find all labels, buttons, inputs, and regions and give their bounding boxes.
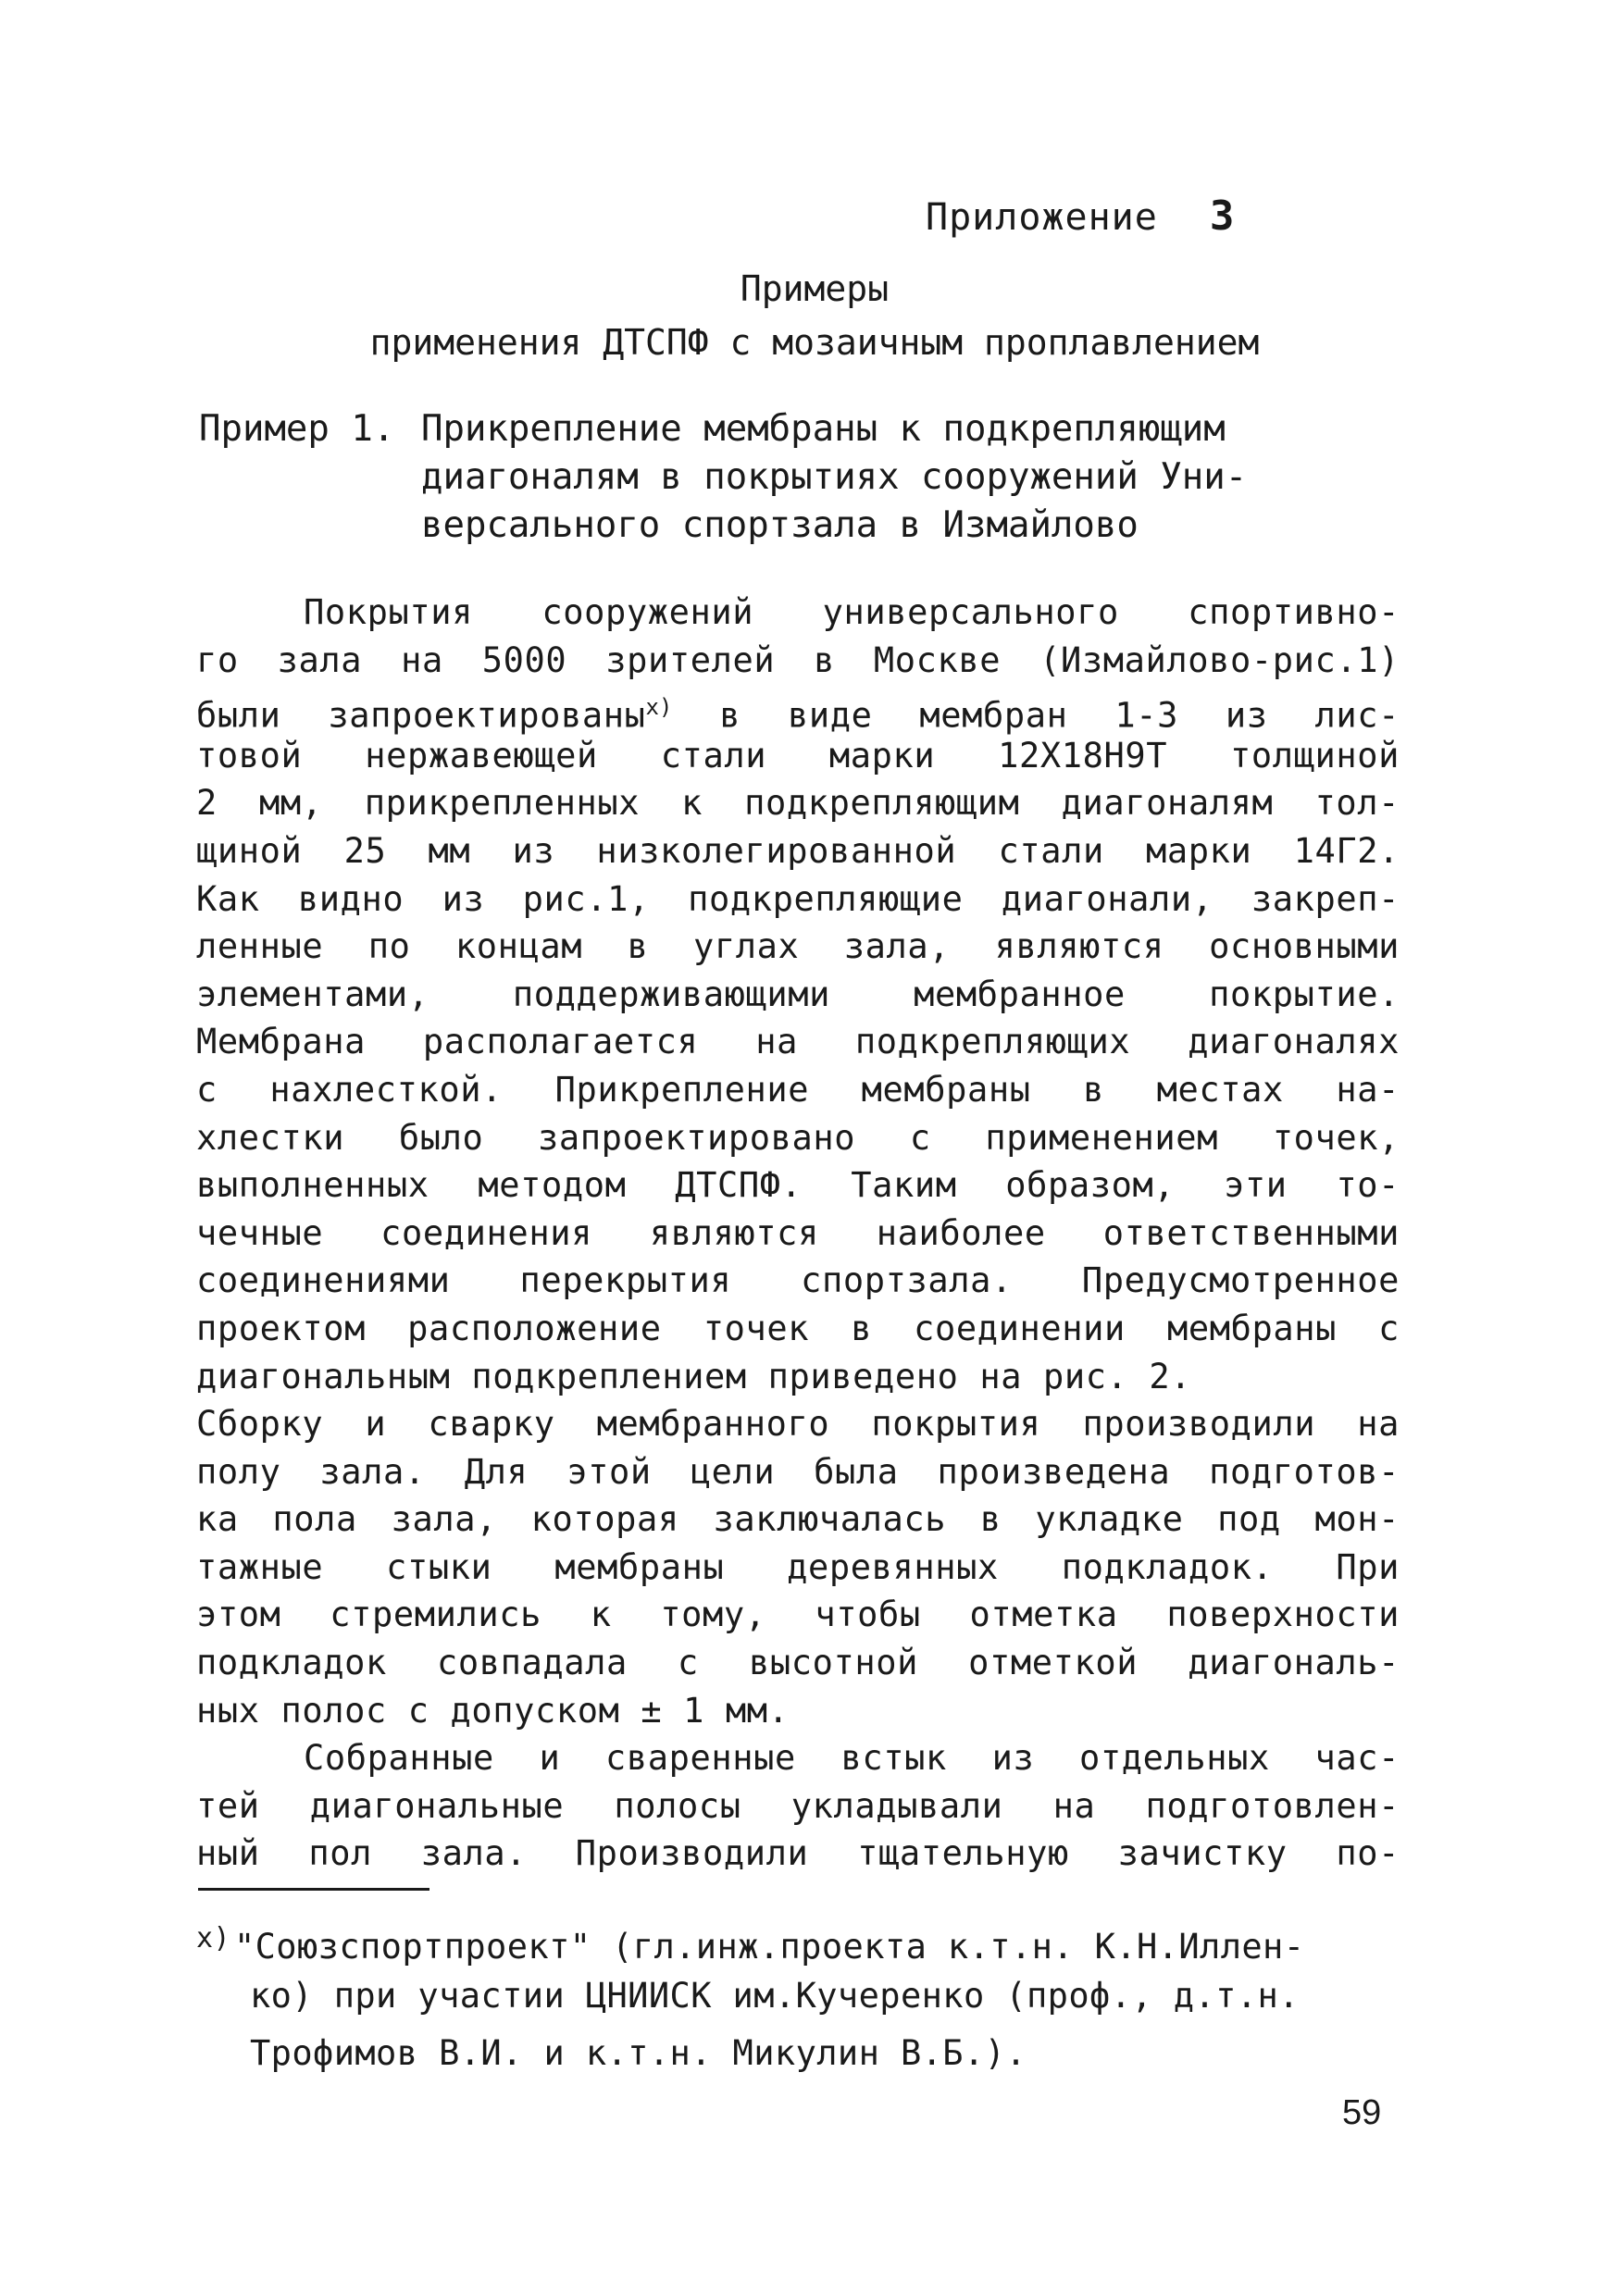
text-line: соединениями перекрытия спортзала. Предусмотренное <box>196 1260 1400 1301</box>
text-line: проектом расположение точек в соединении мембраны с <box>196 1308 1400 1348</box>
footnote-mark: x) <box>196 1922 230 1955</box>
text-line: щиной 25 мм из низколегированной стали марки 14Г2. <box>196 830 1400 871</box>
example-title-line: версального спортзала в Измайлово <box>421 504 1139 546</box>
text-fragment: были запроектированы <box>196 695 646 736</box>
text-line: элементами, поддерживающими мембранное покрытие. <box>196 974 1400 1014</box>
text-line <box>196 684 1400 736</box>
text-line: ленные по концам в углах зала, являются основными <box>196 926 1400 967</box>
text-line: Как видно из рис.1, подкрепляющие диагонали, закреп- <box>196 878 1400 919</box>
text-line: тажные стыки мембраны деревянных подкладок. При <box>196 1546 1400 1587</box>
appendix-header <box>926 192 1235 240</box>
example-title-line: Прикрепление мембраны к подкрепляющим <box>421 408 1226 450</box>
footnote-line <box>196 1910 1400 1967</box>
text-line: товой нержавеющей стали марки 12Х18Н9Т толщиной <box>196 735 1400 776</box>
text-line: чечные соединения являются наиболее ответственными <box>196 1212 1400 1253</box>
example-title <box>421 405 1247 550</box>
example-label: Пример 1. <box>199 408 395 450</box>
text-line: хлестки было запроектировано с применением точек, <box>196 1117 1400 1158</box>
text-line: ный пол зала. Производили тщательную зачистку по- <box>196 1833 1400 1874</box>
footnote-divider <box>198 1888 429 1891</box>
text-line: Мембрана располагается на подкрепляющих диагоналях <box>196 1022 1400 1062</box>
footnote-line: ко) при участии ЦНИИСК им.Кучеренко (проф., д.т.н. <box>250 1976 1300 2016</box>
page-number: 59 <box>1342 2093 1382 2132</box>
text-line: го зала на 5000 зрителей в Москве (Измайлово-рис.1) <box>196 639 1400 680</box>
text-line: ка пола зала, которая заключалась в укладке под мон- <box>196 1499 1400 1540</box>
text-line: с нахлесткой. Прикрепление мембраны в местах на- <box>196 1069 1400 1110</box>
text-line: этом стремились к тому, чтобы отметка поверхности <box>196 1595 1400 1635</box>
text-line: подкладок совпадала с высотной отметкой диагональ- <box>196 1643 1400 1683</box>
text-line: ных полос с допуском ± 1 мм. <box>196 1690 790 1731</box>
footnote-text: "Союзспортпроект" (гл.инж.проекта к.т.н. К.Н.Иллен- <box>233 1927 1305 1967</box>
footnote-reference: x) <box>645 694 673 721</box>
text-line: Покрытия сооружений универсального спортивно- <box>304 592 1400 632</box>
appendix-number: 3 <box>1209 192 1236 240</box>
text-fragment: в виде мембран 1-3 из лис- <box>719 695 1400 736</box>
example-title-line: диагоналям в покрытиях сооружений Уни- <box>421 456 1248 498</box>
text-line: Собранные и сваренные встык из отдельных час- <box>304 1738 1400 1779</box>
section-subtitle: применения ДТСПФ с мозаичным проплавлением <box>369 322 1260 363</box>
footnote-line: Трофимов В.И. и к.т.н. Микулин В.Б.). <box>250 2033 1027 2073</box>
text-line: диагональным подкреплением приведено на рис. 2. <box>196 1356 1192 1396</box>
text-line: 2 мм, прикрепленных к подкрепляющим диагоналям тол- <box>196 783 1400 824</box>
text-line: Сборку и сварку мембранного покрытия производили на <box>196 1404 1400 1445</box>
text-line: выполненных методом ДТСПФ. Таким образом, эти то- <box>196 1165 1400 1206</box>
section-title: Примеры <box>740 268 890 309</box>
appendix-label: Приложение <box>926 196 1158 239</box>
footnote <box>196 1910 1400 2082</box>
text-line: полу зала. Для этой цели была произведена подготов- <box>196 1451 1400 1492</box>
text-line: тей диагональные полосы укладывали на подготовлен- <box>196 1785 1400 1826</box>
body-paragraphs <box>196 589 1400 1878</box>
